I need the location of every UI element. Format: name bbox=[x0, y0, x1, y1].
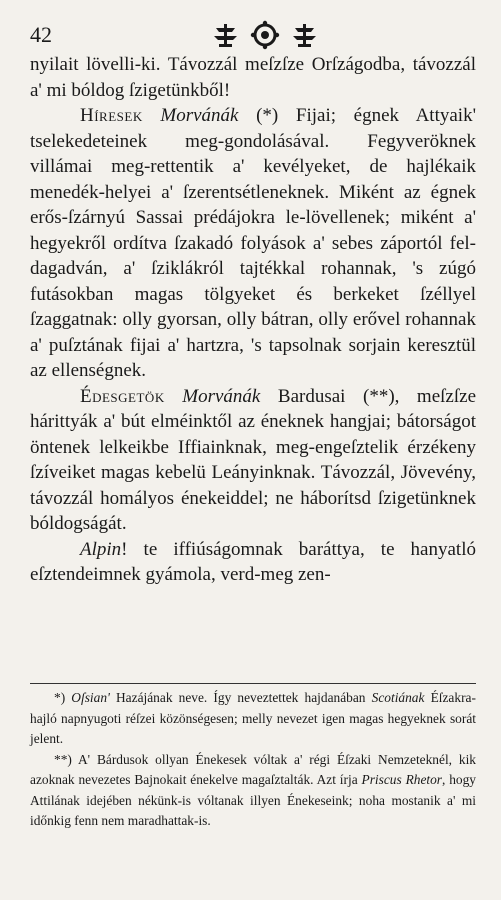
footnotes bbox=[30, 688, 476, 832]
footnote-text: Éſzakra-hajló napnyugoti réſzei közönségesen; melly nevezet igen magas hegyeknek sorát jelent. bbox=[30, 690, 476, 746]
footnote-2 bbox=[30, 750, 476, 832]
paragraph-text: ! te iffiúságomnak baráttya, te hanyatló eſztendeimnek gyámola, verd-meg zen- bbox=[30, 538, 476, 585]
paragraph-hiresek bbox=[30, 103, 476, 384]
name-alpin: Alpin bbox=[80, 538, 122, 560]
paragraph-text: (*) Fijai; égnek Attyaik' tselekedeteinek meg-gondolásával. Fegyveröknek villámai meg-rettentik a' kevélyeket, de hajlékaik menedék-helyei a' ſzerentsétleneknek. Miként az égnek erős-ſzárnyú Sassai prédájokra le-lövellenek; miként a' hegyekről ordítva ſzakadó folyások a' sebes záportól fel-dagadván, a' ſziklákról tajtékkal rohannak, 's zúgó futásokban magas tölgyeket és berkeket ſzéllyel ſzaggatnak: olly gyorsan, olly bátran, olly erővel rohannak a' puſztának fijai a' hartzra, 's tapsolnak sorjain keresztül az ellenségnek. bbox=[30, 105, 477, 381]
footnote-text: A' Bárdusok ollyan Énekesek vóltak a' régi Éſzaki Nemzeteknél, kik azoknak nevezetes Bajnokait énekelve magaſztalták. Azt írja bbox=[30, 751, 476, 787]
name-morvanak: Morvánák bbox=[182, 385, 261, 407]
footnote-work: Oſsian' bbox=[71, 690, 110, 705]
ornament-icon bbox=[210, 20, 320, 50]
paragraph-alpin bbox=[30, 537, 476, 588]
footnote-place: Scotiának bbox=[371, 690, 425, 705]
paragraph-edesgetok bbox=[30, 384, 476, 537]
footnote-marker: *) bbox=[54, 690, 66, 705]
footnote-text: , hogy Attilának idejében nékünk-is vóltanak illyen Énekeseink; noha mostanik a' mi időnkig fenn nem maradhattak-is. bbox=[30, 772, 477, 828]
paragraph-continuation: nyilait lövelli-ki. Távozzál meſzſze Orſzágodba, távozzál a' mi bóldog ſzigetünkből! bbox=[30, 54, 476, 101]
footnote-text: Hazájának neve. Így neveztettek hajdanában bbox=[116, 690, 366, 705]
paragraph-text: Bardusai (**), meſzſze hárittyák a' bút elméinktől az éneknek hangjai; bátorságot öntenek lelkeikbe Iffiainknak, meg-engeſztelik érzékeny ſzíveiket magas kebelü Leányinknak. Távozzál, Jövevény, távozzál homályos énekeiddel; ne háborítsd ſzigetünknek bóldogságát. bbox=[30, 385, 477, 534]
footnote-1 bbox=[30, 688, 476, 750]
footnote-author: Priscus Rhetor bbox=[361, 772, 443, 787]
page-number: 42 bbox=[30, 22, 52, 47]
footnote-divider bbox=[30, 683, 476, 684]
main-text bbox=[30, 52, 476, 588]
paragraph-lead-word: Édesgetök bbox=[80, 385, 165, 407]
page-header bbox=[30, 18, 471, 52]
name-morvanak: Morvánák bbox=[160, 105, 239, 126]
footnote-marker: **) bbox=[54, 751, 72, 767]
paragraph-lead-word: Híresek bbox=[80, 105, 143, 126]
